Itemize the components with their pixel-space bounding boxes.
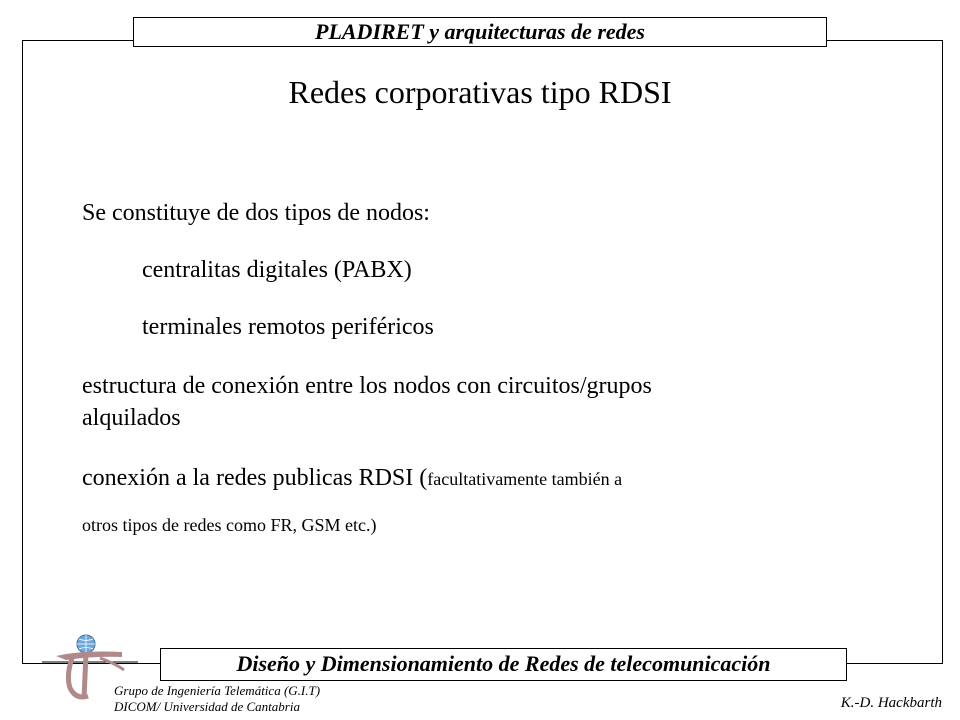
footer-group-info xyxy=(114,683,320,715)
bullet-structure-line-1: estructura de conexión entre los nodos con circuitos/grupos xyxy=(82,373,652,399)
bullet-node-type-1: centralitas digitales (PABX) xyxy=(142,257,412,283)
bullet-connection-line-1 xyxy=(82,463,622,494)
footer-group-line-2: DICOM/ Universidad de Cantabria xyxy=(114,699,300,714)
footer-title: Diseño y Dimensionamiento de Redes de telecomunicación xyxy=(160,648,847,681)
slide-frame xyxy=(22,40,943,664)
connection-main-text: conexión a la redes publicas RDSI ( xyxy=(82,465,428,491)
connection-small-text: facultativamente también a xyxy=(427,469,623,489)
footer-author: K.-D. Hackbarth xyxy=(840,695,942,711)
slide-title: Redes corporativas tipo RDSI xyxy=(288,74,672,110)
bullet-structure-line-2: alquilados xyxy=(82,405,181,431)
header-title: PLADIRET y arquitecturas de redes xyxy=(133,17,827,47)
bullet-node-type-2: terminales remotos periféricos xyxy=(142,314,434,340)
bullet-intro: Se constituye de dos tipos de nodos: xyxy=(82,200,430,226)
bullet-connection-line-2: otros tipos de redes como FR, GSM etc.) xyxy=(82,515,377,535)
footer-group-line-1: Grupo de Ingeniería Telemática (G.I.T) xyxy=(114,683,321,698)
